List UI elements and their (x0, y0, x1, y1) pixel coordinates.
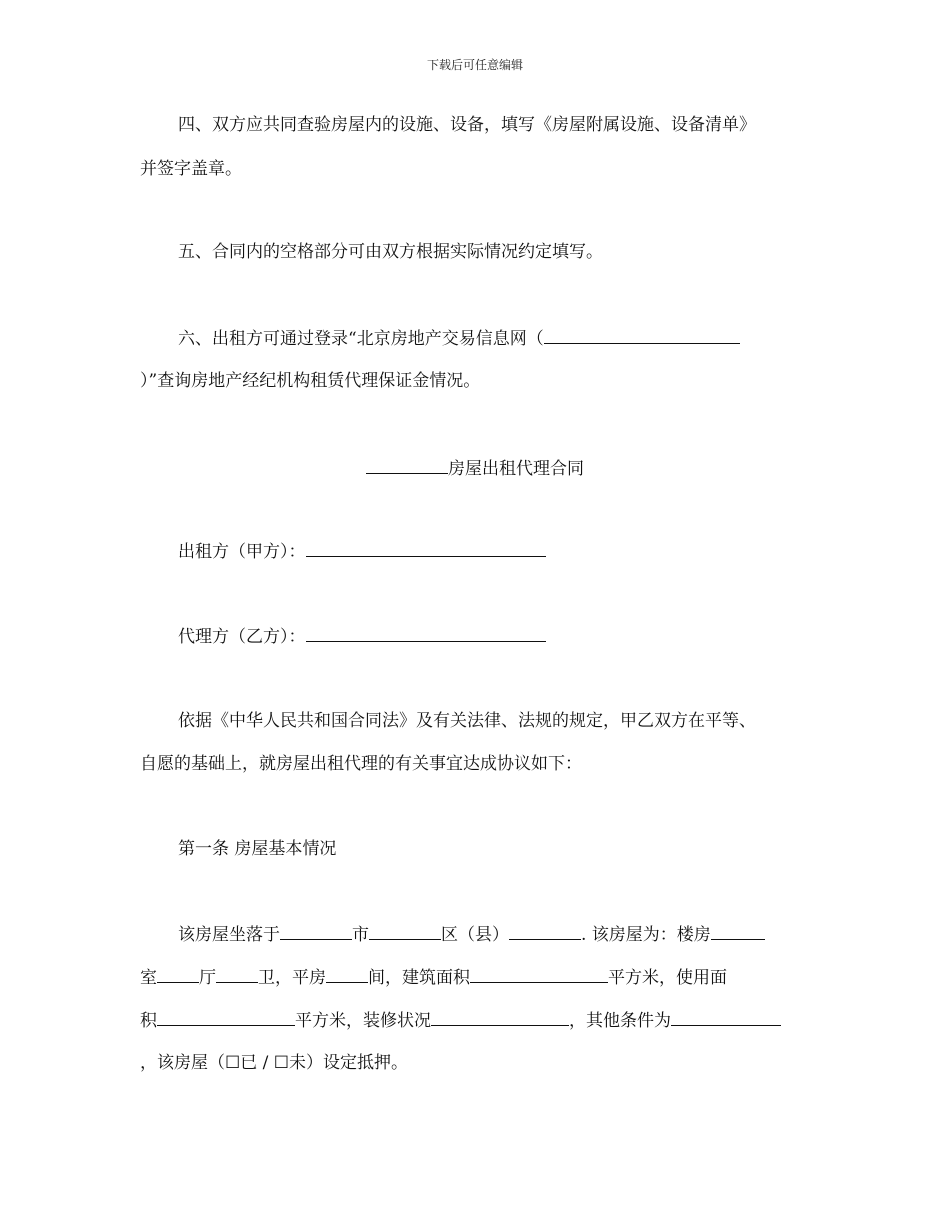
lessor-label: 出租方（甲方）： (178, 542, 306, 562)
building-blank[interactable] (711, 923, 765, 940)
contract-type-blank[interactable] (366, 457, 448, 474)
lessor-blank[interactable] (306, 540, 546, 557)
item-4-line-1: 四、双方应共同查验房屋内的设施、设备，填写《房屋附属设施、设备清单》 (178, 115, 756, 135)
article-1-text: 该房屋坐落于 (178, 925, 280, 945)
article-1-line-4: ，该房屋（☐已 / ☐未）设定抵押。 (140, 1053, 409, 1073)
article-1-text: 积 (140, 1011, 157, 1031)
rooms-blank[interactable] (157, 966, 199, 983)
lessor-line (178, 540, 546, 563)
building-area-blank[interactable] (470, 966, 608, 983)
website-blank[interactable] (544, 327, 740, 344)
article-1-line-3 (140, 1009, 781, 1032)
article-1-text: 区（县） (441, 925, 509, 945)
page-header-note: 下载后可任意编辑 (426, 58, 523, 72)
article-1-line-2 (140, 966, 727, 989)
article-1-text: 间，建筑面积 (368, 968, 470, 988)
contract-title (0, 454, 950, 479)
item-4-line-2: 并签字盖章。 (140, 159, 242, 179)
contract-title-text: 房屋出租代理合同 (448, 459, 584, 479)
article-1-text: 市 (352, 925, 369, 945)
address-blank[interactable] (509, 923, 581, 940)
article-1-title: 第一条 房屋基本情况 (178, 839, 337, 859)
item-5: 五、合同内的空格部分可由双方根据实际情况约定填写。 (178, 242, 603, 262)
article-1-text: 平方米，装修状况 (295, 1011, 431, 1031)
preamble-line-1: 依据《中华人民共和国合同法》及有关法律、法规的规定，甲乙双方在平等、 (178, 711, 756, 731)
article-1-text: 平方米，使用面 (608, 968, 727, 988)
agent-line (178, 625, 546, 648)
article-1-text: 卫，平房 (258, 968, 326, 988)
item-6-line-2: ）”查询房地产经纪机构租赁代理保证金情况。 (140, 371, 481, 391)
district-blank[interactable] (369, 923, 441, 940)
article-1-line-1 (178, 923, 765, 946)
agent-label: 代理方（乙方）： (178, 627, 306, 647)
agent-blank[interactable] (306, 625, 546, 642)
article-1-text: 室 (140, 968, 157, 988)
city-blank[interactable] (280, 923, 352, 940)
decoration-blank[interactable] (431, 1009, 569, 1026)
article-1-text: . 该房屋为：楼房 (581, 925, 711, 945)
bungalow-rooms-blank[interactable] (326, 966, 368, 983)
usable-area-blank[interactable] (157, 1009, 295, 1026)
article-1-text: 厅 (199, 968, 216, 988)
other-conditions-blank[interactable] (671, 1009, 781, 1026)
preamble-line-2: 自愿的基础上，就房屋出租代理的有关事宜达成协议如下： (140, 754, 582, 774)
halls-blank[interactable] (216, 966, 258, 983)
item-6-text: 六、出租方可通过登录“北京房地产交易信息网（ (178, 329, 544, 349)
article-1-text: ，其他条件为 (569, 1011, 671, 1031)
item-6-line-1 (178, 327, 740, 350)
